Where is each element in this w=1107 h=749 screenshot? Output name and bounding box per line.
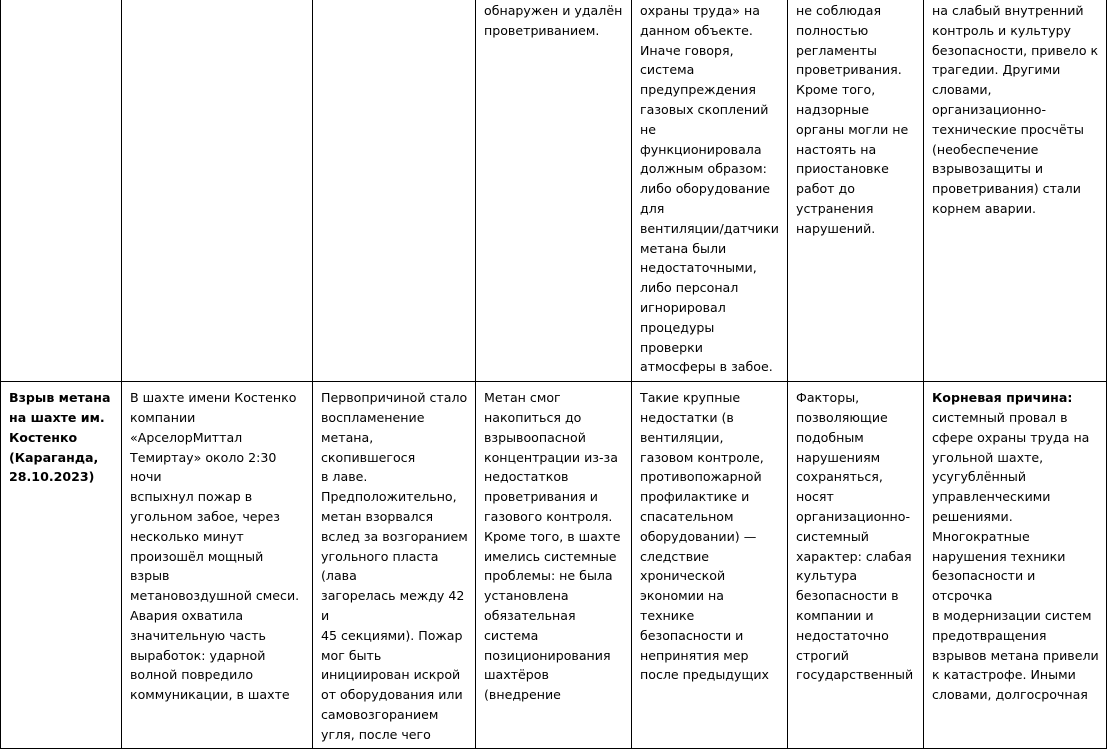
table-row	[1, 382, 1107, 749]
table-cell	[313, 0, 476, 382]
root-cause-cell	[924, 382, 1107, 749]
table-cell: на слабый внутренний контроль и культуру безопасности, привело к трагедии. Другими словами, организационно- технические просчёты (необеспечение взрывозащиты и проветривания) стали корнем аварии.	[924, 0, 1107, 382]
table-cell: Факторы, позволяющие подобным нарушениям сохраняться, носят организационно- системный характер: слабая культура безопасности в компании и недостаточно строгий государственный	[788, 382, 924, 749]
table-cell: Такие крупные недостатки (в вентиляции, газовом контроле, противопожарной профилактике и спасательном оборудовании) — следствие хронической экономии на технике безопасности и непринятия мер после предыдущих	[632, 382, 788, 749]
table-cell	[122, 0, 313, 382]
table-cell: охраны труда» на данном объекте. Иначе говоря, система предупреждения газовых скоплений не функционировала должным образом: либо оборудование для вентиляции/датчики метана были недостаточными, либо персонал игнорировал процедуры проверки атмосферы в забое.	[632, 0, 788, 382]
table-cell: обнаружен и удалён проветриванием.	[476, 0, 632, 382]
table-cell	[1, 0, 122, 382]
root-cause-label: Корневая причина:	[932, 390, 1073, 406]
incident-title-cell: Взрыв метана на шахте им. Костенко (Караганда, 28.10.2023)	[1, 382, 122, 749]
table-cell: Метан смог накопиться до взрывоопасной концентрации из-за недостатков проветривания и газового контроля. Кроме того, в шахте имелись системные проблемы: не была установлена обязательная система позиционирования шахтёров (внедрение	[476, 382, 632, 749]
table-cell: В шахте имени Костенко компании «АрселорМиттал Темиртау» около 2:30 ночи вспыхнул пожар в угольном забое, через несколько минут произошёл мощный взрыв метановоздушной смеси. Авария охватила значительную часть выработок: ударной волной повредило коммуникации, в шахте	[122, 382, 313, 749]
table-cell: Первопричиной стало воспламенение метана, скопившегося в лаве. Предположительно, метан взорвался вслед за возгоранием угольного пласта (лава загорелась между 42 и 45 секциями). Пожар мог быть инициирован искрой от оборудования или самовозгоранием угля, после чего	[313, 382, 476, 749]
root-cause-text: системный провал в сфере охраны труда на угольной шахте, усугублённый управленческими решениями. Многократные нарушения техники безопасности и отсрочка в модернизации систем предотвращения взрывов метана привели к катастрофе. Иными словами, долгосрочная	[932, 409, 1099, 703]
table-row	[1, 0, 1107, 382]
table-cell: не соблюдая полностью регламенты проветривания. Кроме того, надзорные органы могли не настоять на приостановке работ до устранения нарушений.	[788, 0, 924, 382]
